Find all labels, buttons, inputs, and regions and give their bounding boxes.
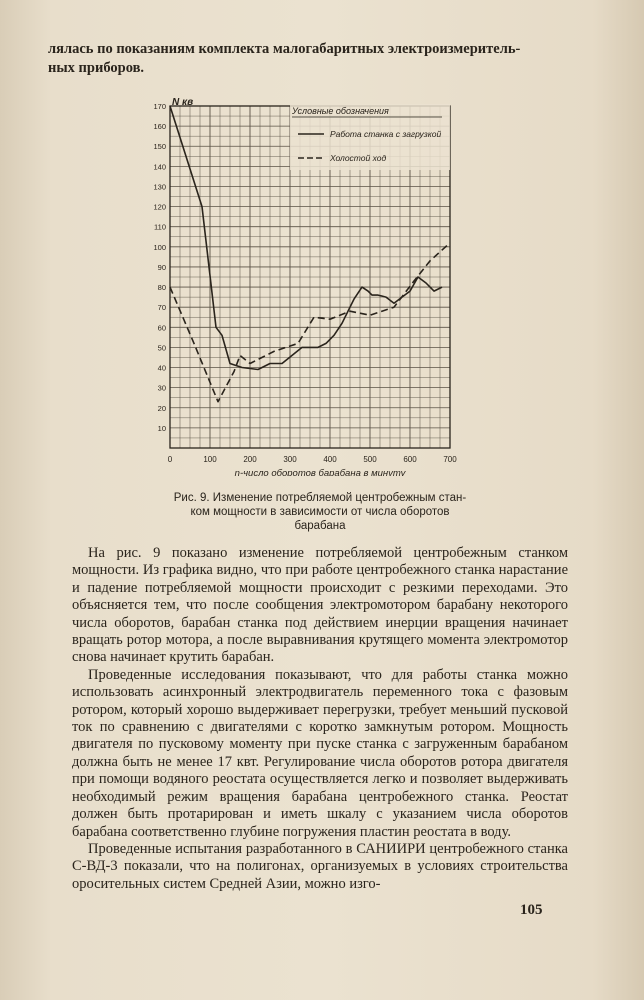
y-tick-label: 60 [157, 323, 166, 333]
x-tick-label: 700 [443, 455, 457, 464]
x-tick-label: 600 [403, 455, 417, 464]
y-tick-label: 110 [154, 222, 166, 232]
y-tick-label: 130 [153, 182, 166, 192]
y-tick-label: 160 [153, 122, 166, 132]
y-tick-label: 120 [153, 202, 166, 212]
caption-line-1: Рис. 9. Изменение потребляемой центробежным стан- [173, 492, 467, 504]
x-tick-label: 400 [323, 455, 337, 464]
legend-entry-2: Холостой ход [330, 153, 387, 163]
legend-title: Условные обозначения [292, 106, 389, 116]
top-paragraph [48, 40, 568, 78]
body-paragraph-2: Проведенные исследования показывают, что для работы станка можно использовать асинхронный электродвигатель переменного тока с фазовым ротором, который хорошо выдерживает перегрузки, требует меньший пусковой ток по сравнению с двигателями с коротко замкнутым ротором. Мощность двигателя по пусковому моменту при пуске станка с загруженным барабаном должна быть не менее 17 квт. Регулирование числа оборотов ротора двигателя при помощи водяного реостата осуществляется легко и позволяет выдерживать необходимый режим вращения барабана центробежного станка. Реостат должен быть протарирован и иметь шкалу с указанием числа оборотов барабана соответственно глубине погружения пластин реостата в воду. [72, 666, 568, 840]
y-tick-label: 90 [157, 262, 166, 272]
x-tick-label: 0 [167, 455, 173, 464]
y-tick-label: 40 [157, 363, 166, 373]
y-tick-label: 100 [153, 242, 166, 252]
page-number: 105 [520, 902, 543, 918]
x-tick-label: 100 [203, 455, 217, 464]
top-line-2: ных приборов. [48, 60, 145, 76]
body-paragraph-3: Проведенные испытания разработанного в САНИИРИ центробежного станка С-ВД-3 показали, что на полигонах, организуемых в условиях строительства оросительных систем Средней Азии, можно изго- [72, 840, 568, 892]
y-tick-label: 70 [157, 303, 166, 313]
figure-chart [120, 96, 520, 476]
y-tick-label: 10 [157, 423, 166, 433]
chart-legend [290, 104, 450, 170]
y-tick-label: 50 [157, 343, 166, 353]
x-tick-label: 500 [363, 455, 377, 464]
caption-line-2: ком мощности в зависимости от числа оборотов [190, 506, 450, 518]
figure-caption [110, 491, 530, 533]
y-tick-label: 140 [153, 162, 166, 172]
y-tick-label: 20 [157, 403, 166, 413]
legend-entry-1: Работа станка с загрузкой [330, 129, 442, 139]
body-text [72, 545, 568, 893]
y-tick-label: 30 [157, 383, 166, 393]
y-axis-label: N кв [172, 97, 194, 108]
y-tick-label: 80 [157, 283, 166, 293]
x-axis-label: n-число оборотов барабана в минуту [234, 468, 406, 476]
chart-svg [120, 96, 520, 476]
caption-line-3: барабана [294, 520, 346, 532]
body-paragraph-1: На рис. 9 показано изменение потребляемой центробежным станком мощности. Из графика видно, что при работе центробежного станка нарастание и падение потребляемой мощности происходит с резкими переходами. Это объясняется тем, что после сообщения электромотором барабану некоторого числа оборотов, барабан станка под действием инерции вращения начинает вращать ротор мотора, а после выравнивания крутящего момента электромотор снова начинает крутить барабан. [72, 545, 568, 666]
x-tick-label: 300 [283, 455, 297, 464]
y-tick-label: 150 [153, 142, 166, 152]
y-tick-label: 170 [153, 102, 166, 111]
x-tick-label: 200 [243, 455, 257, 464]
top-line-1: лялась по показаниям комплекта малогабаритных электроизмеритель- [48, 41, 521, 57]
